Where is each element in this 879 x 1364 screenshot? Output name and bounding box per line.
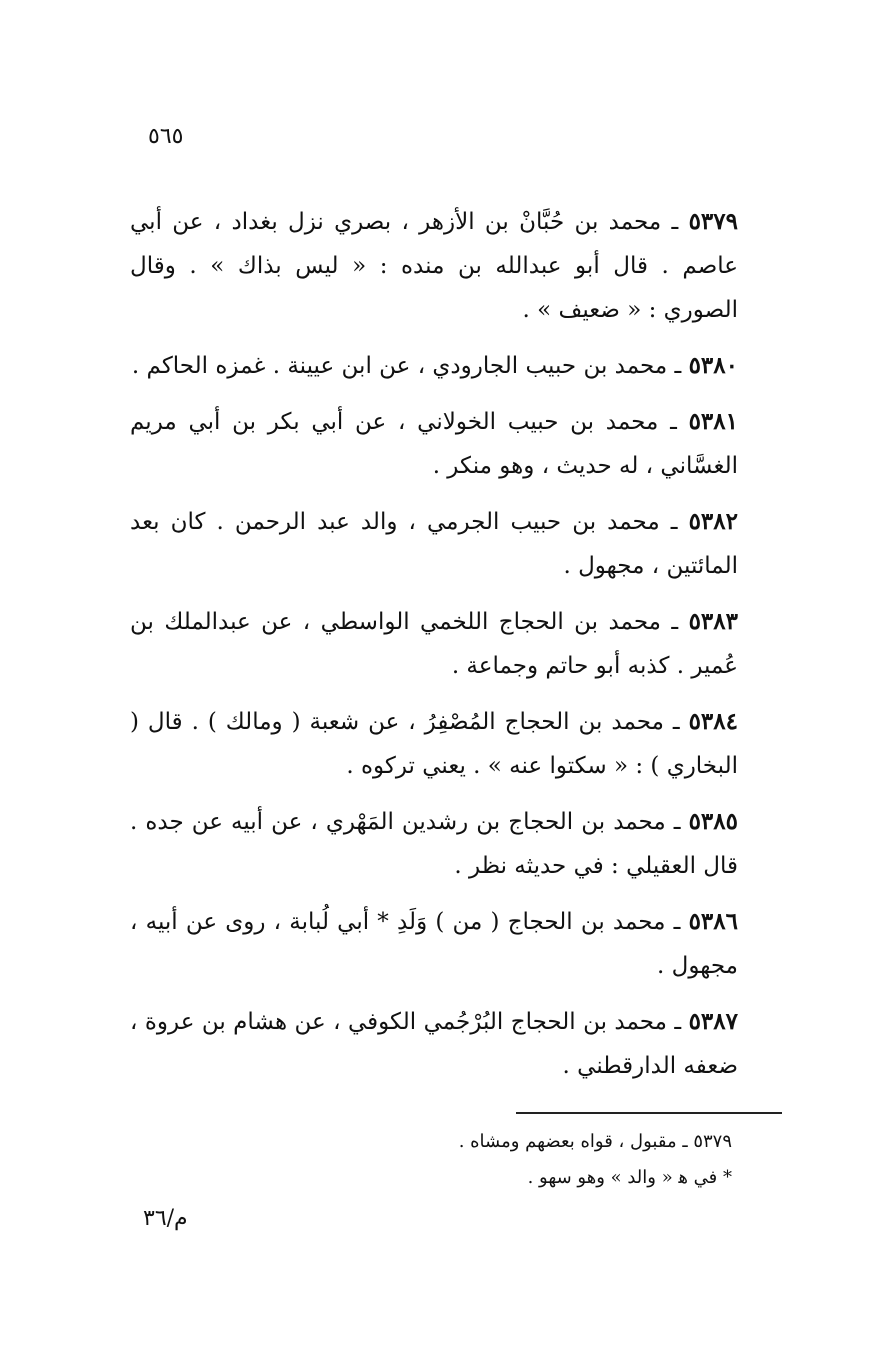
entry-number: ٥٣٨٠ <box>688 352 738 379</box>
entry-number: ٥٣٨٦ <box>688 908 738 935</box>
entry-text: محمد بن الحجاج اللخمي الواسطي ، عن عبدالملك بن عُمير . كذبه أبو حاتم وجماعة . <box>130 609 738 679</box>
entry-number: ٥٣٨١ <box>688 408 738 435</box>
entry-text: محمد بن حبيب الجرمي ، والد عبد الرحمن . كان بعد المائتين ، مجهول . <box>130 509 738 579</box>
footnotes <box>300 1124 732 1196</box>
entry-number: ٥٣٨٣ <box>688 608 738 635</box>
entries-list <box>130 200 738 1100</box>
page-number: ٥٦٥ <box>148 124 184 149</box>
entry-5381: ٥٣٨١ ـ محمد بن حبيب الخولاني ، عن أبي بكر بن أبي مريم الغسَّاني ، له حديث ، وهو منكر . <box>130 408 738 479</box>
entry-number: ٥٣٨٤ <box>688 708 738 735</box>
entry-5380: ٥٣٨٠ ـ محمد بن حبيب الجارودي ، عن ابن عيينة . غمزه الحاكم . <box>131 352 738 379</box>
footnote-item: ٥٣٧٩ ـ مقبول ، قواه بعضهم ومشاه . <box>458 1131 732 1152</box>
entry-text: محمد بن حُبَّانْ بن الأزهر ، بصري نزل بغداد ، عن أبي عاصم . قال أبو عبدالله بن منده : « ليس بذاك » . وقال الصوري : « ضعيف » . <box>130 209 738 323</box>
printer-signature-mark: م/٣٦ <box>143 1206 188 1231</box>
entry-5387: ٥٣٨٧ ـ محمد بن الحجاج البُرْجُمي الكوفي ، عن هشام بن عروة ، ضعفه الدارقطني . <box>130 1008 738 1079</box>
entry-5385: ٥٣٨٥ ـ محمد بن الحجاج بن رشدين المَهْري ، عن أبيه عن جده . قال العقيلي : في حديثه نظر . <box>130 808 738 879</box>
footnote-item: * في ﻫ « والد » وهو سهو . <box>527 1167 732 1188</box>
entry-text: محمد بن الحجاج البُرْجُمي الكوفي ، عن هشام بن عروة ، ضعفه الدارقطني . <box>130 1009 738 1079</box>
footnote-divider <box>516 1112 782 1114</box>
entry-number: ٥٣٨٥ <box>688 808 738 835</box>
entry-5384: ٥٣٨٤ ـ محمد بن الحجاج المُصْفِرُ ، عن شعبة ( ومالك ) . قال ( البخاري ) : « سكتوا عنه » . يعني تركوه . <box>130 708 738 779</box>
entry-5386: ٥٣٨٦ ـ محمد بن الحجاج ( من ) وَلَدِ * أبي لُبابة ، روى عن أبيه ، مجهول . <box>130 908 738 979</box>
entry-number: ٥٣٨٧ <box>688 1008 738 1035</box>
entry-text: محمد بن حبيب الجارودي ، عن ابن عيينة . غمزه الحاكم . <box>131 353 668 379</box>
entry-text: محمد بن الحجاج بن رشدين المَهْري ، عن أبيه عن جده . قال العقيلي : في حديثه نظر . <box>130 809 738 879</box>
entry-number: ٥٣٧٩ <box>688 208 738 235</box>
entry-text: محمد بن الحجاج ( من ) وَلَدِ * أبي لُبابة ، روى عن أبيه ، مجهول . <box>130 909 738 979</box>
entry-text: محمد بن الحجاج المُصْفِرُ ، عن شعبة ( ومالك ) . قال ( البخاري ) : « سكتوا عنه » . يعني تركوه . <box>130 709 738 779</box>
entry-5379: ٥٣٧٩ ـ محمد بن حُبَّانْ بن الأزهر ، بصري نزل بغداد ، عن أبي عاصم . قال أبو عبدالله بن منده : « ليس بذاك » . وقال الصوري : « ضعيف » . <box>130 208 738 323</box>
entry-5383: ٥٣٨٣ ـ محمد بن الحجاج اللخمي الواسطي ، عن عبدالملك بن عُمير . كذبه أبو حاتم وجماعة . <box>130 608 738 679</box>
entry-5382: ٥٣٨٢ ـ محمد بن حبيب الجرمي ، والد عبد الرحمن . كان بعد المائتين ، مجهول . <box>130 508 738 579</box>
entry-number: ٥٣٨٢ <box>688 508 738 535</box>
entry-text: محمد بن حبيب الخولاني ، عن أبي بكر بن أبي مريم الغسَّاني ، له حديث ، وهو منكر . <box>130 409 738 479</box>
